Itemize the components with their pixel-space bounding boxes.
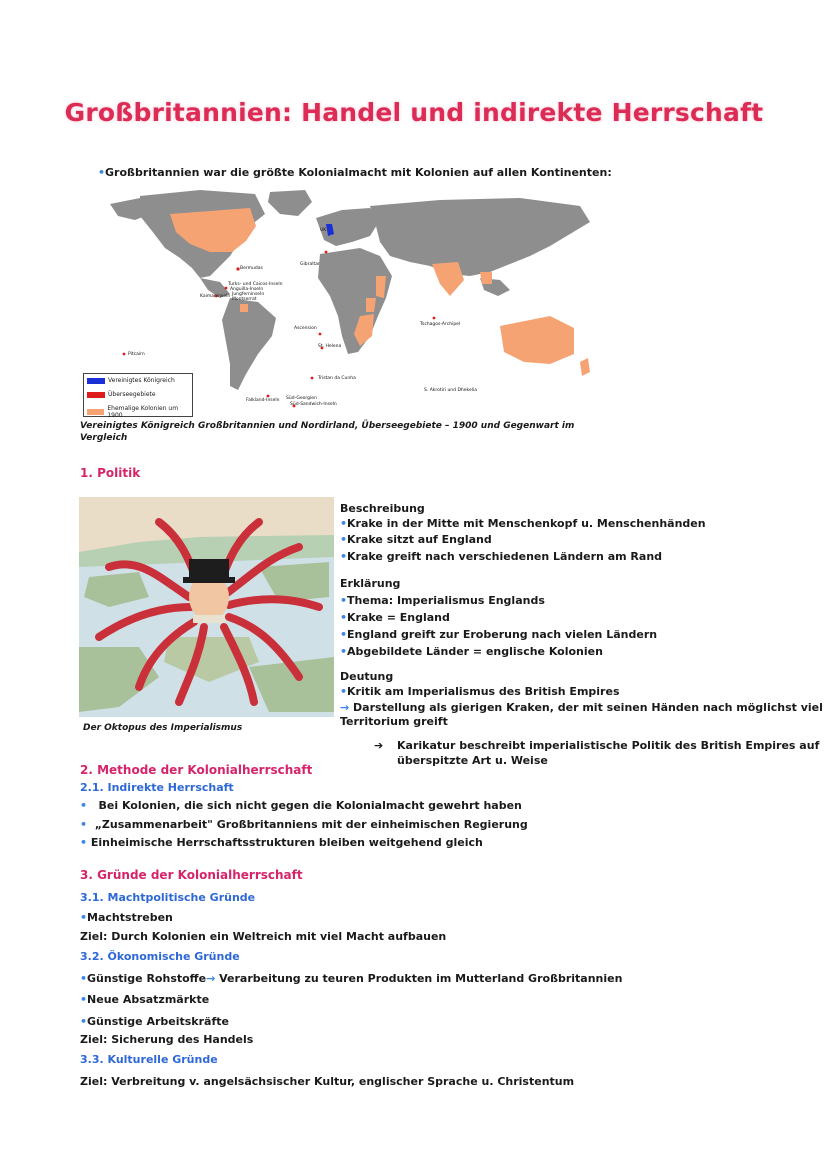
subheading-indirekte-herrschaft: 2.1. Indirekte Herrschaft [80,781,234,794]
list-item: •Krake sitzt auf England [340,533,492,546]
map-caption: Vereinigtes Königreich Großbritannien und Nordirland, Überseegebiete – 1900 und Gegenwart im Vergleich [80,421,575,443]
list-item: • „Zusammenarbeit" Großbritanniens mit der einheimischen Regierung [80,818,528,831]
bullet-icon: • [80,799,88,812]
caricature-caption: Der Oktopus des Imperialismus [83,723,243,733]
subheading-machtpolitisch: 3.1. Machtpolitische Gründe [80,891,256,904]
goal-text: Ziel: Durch Kolonien ein Weltreich mit viel Macht aufbauen [80,930,447,943]
bullet-icon: • [80,836,88,849]
bullet-icon: • [80,972,88,985]
map-label: Falkland-Inseln [246,398,280,403]
list-item: • Einheimische Herrschaftsstrukturen bleiben weitgehend gleich [80,836,483,849]
bullet-icon: • [340,685,348,698]
subheading-kulturell: 3.3. Kulturelle Gründe [80,1053,218,1066]
conclusion-text-cont: überspitzte Art u. Weise [397,754,548,767]
list-item: •Günstige Arbeitskräfte [80,1015,229,1028]
legend-item: Ehemalige Kolonien um 1900 [87,405,192,419]
goal-text: Ziel: Verbreitung v. angelsächsischer Kultur, englischer Sprache u. Christentum [80,1075,575,1088]
goal-text: Ziel: Sicherung des Handels [80,1033,254,1046]
arrow-right-icon: ➔ [374,739,384,752]
bullet-icon: • [340,628,348,641]
bullet-icon: • [80,1015,88,1028]
bullet-icon: • [80,911,88,924]
legend-item: Vereinigtes Königreich [87,377,175,384]
octopus-caricature [79,497,334,717]
bullet-icon: • [340,645,348,658]
list-item: • Bei Kolonien, die sich nicht gegen die Kolonialmacht gewehrt haben [80,799,522,812]
map-legend [83,373,193,417]
page-title: Großbritannien: Handel und indirekte Herrschaft [64,98,764,127]
deutung-heading: Deutung [340,670,394,683]
list-item: •Neue Absatzmärkte [80,993,210,1006]
list-item: •Krake greift nach verschiedenen Ländern am Rand [340,550,663,563]
beschreibung-heading: Beschreibung [340,502,425,515]
deutung-arrow-text: → Darstellung als gierigen Kraken, der mit seinen Händen nach möglichst viel [340,701,823,714]
arrow-right-icon: → [206,972,216,985]
map-label: Kaimaninseln [200,294,231,299]
map-label: St. Helena [318,344,342,349]
bullet-icon: • [80,993,88,1006]
conclusion-text: Karikatur beschreibt imperialistische Politik des British Empires auf [397,739,820,752]
list-item: •Günstige Rohstoffe→ Verarbeitung zu teuren Produkten im Mutterland Großbritannien [80,972,623,985]
map-label: Bermudas [240,266,263,271]
subheading-oekonomisch: 3.2. Ökonomische Gründe [80,950,240,963]
map-label: Tristan da Cunha [318,376,356,381]
map-label: Süd-Georgien [286,396,317,401]
map-label: Anguilla-Inseln [230,287,264,292]
map-label: UK [320,228,327,233]
arrow-right-icon: → [340,701,354,714]
legend-item: Überseegebiete [87,391,156,398]
map-label: S. Akrotiri und Dhekelia [424,388,478,393]
list-item: •Krake = England [340,611,450,624]
list-item: •Krake in der Mitte mit Menschenkopf u. Menschenhänden [340,517,706,530]
map-label: Süd-Sandwich-Inseln [290,402,337,407]
bullet-icon: • [340,533,348,546]
deutung-arrow-text-cont: Territorium greift [340,715,448,728]
octopus-image [79,497,334,717]
bullet-icon: • [340,611,348,624]
map-label: Gibraltar [300,262,320,267]
list-item: •Kritik am Imperialismus des British Empires [340,685,620,698]
section-heading-gruende: 3. Gründe der Kolonialherrschaft [80,868,303,882]
list-item: •Abgebildete Länder = englische Kolonien [340,645,603,658]
section-heading-politik: 1. Politik [80,466,141,480]
legend-swatch [87,409,104,415]
legend-swatch [87,392,105,398]
intro-text [98,166,612,180]
erklaerung-heading: Erklärung [340,577,401,590]
map-label: Montserrat [232,297,257,302]
bullet-icon: • [80,818,88,831]
intro-label: Großbritannien war die größte Kolonialmacht mit Kolonien auf allen Kontinenten: [105,166,612,179]
map-label: Pitcairn [128,352,145,357]
legend-swatch [87,378,105,384]
list-item: •Machtstreben [80,911,173,924]
list-item: •England greift zur Eroberung nach vielen Ländern [340,628,658,641]
section-heading-methode: 2. Methode der Kolonialherrschaft [80,763,313,777]
list-item: •Thema: Imperialismus Englands [340,594,545,607]
map-label: Tschagos-Archipel [420,322,461,327]
map-label: Jungferninseln [232,292,265,297]
bullet-icon: • [340,594,348,607]
bullet-icon: • [98,166,106,179]
bullet-icon: • [340,550,348,563]
map-label: Ascension [294,326,317,331]
bullet-icon: • [340,517,348,530]
map-label: Turks- und Caicos-Inseln [228,282,283,287]
